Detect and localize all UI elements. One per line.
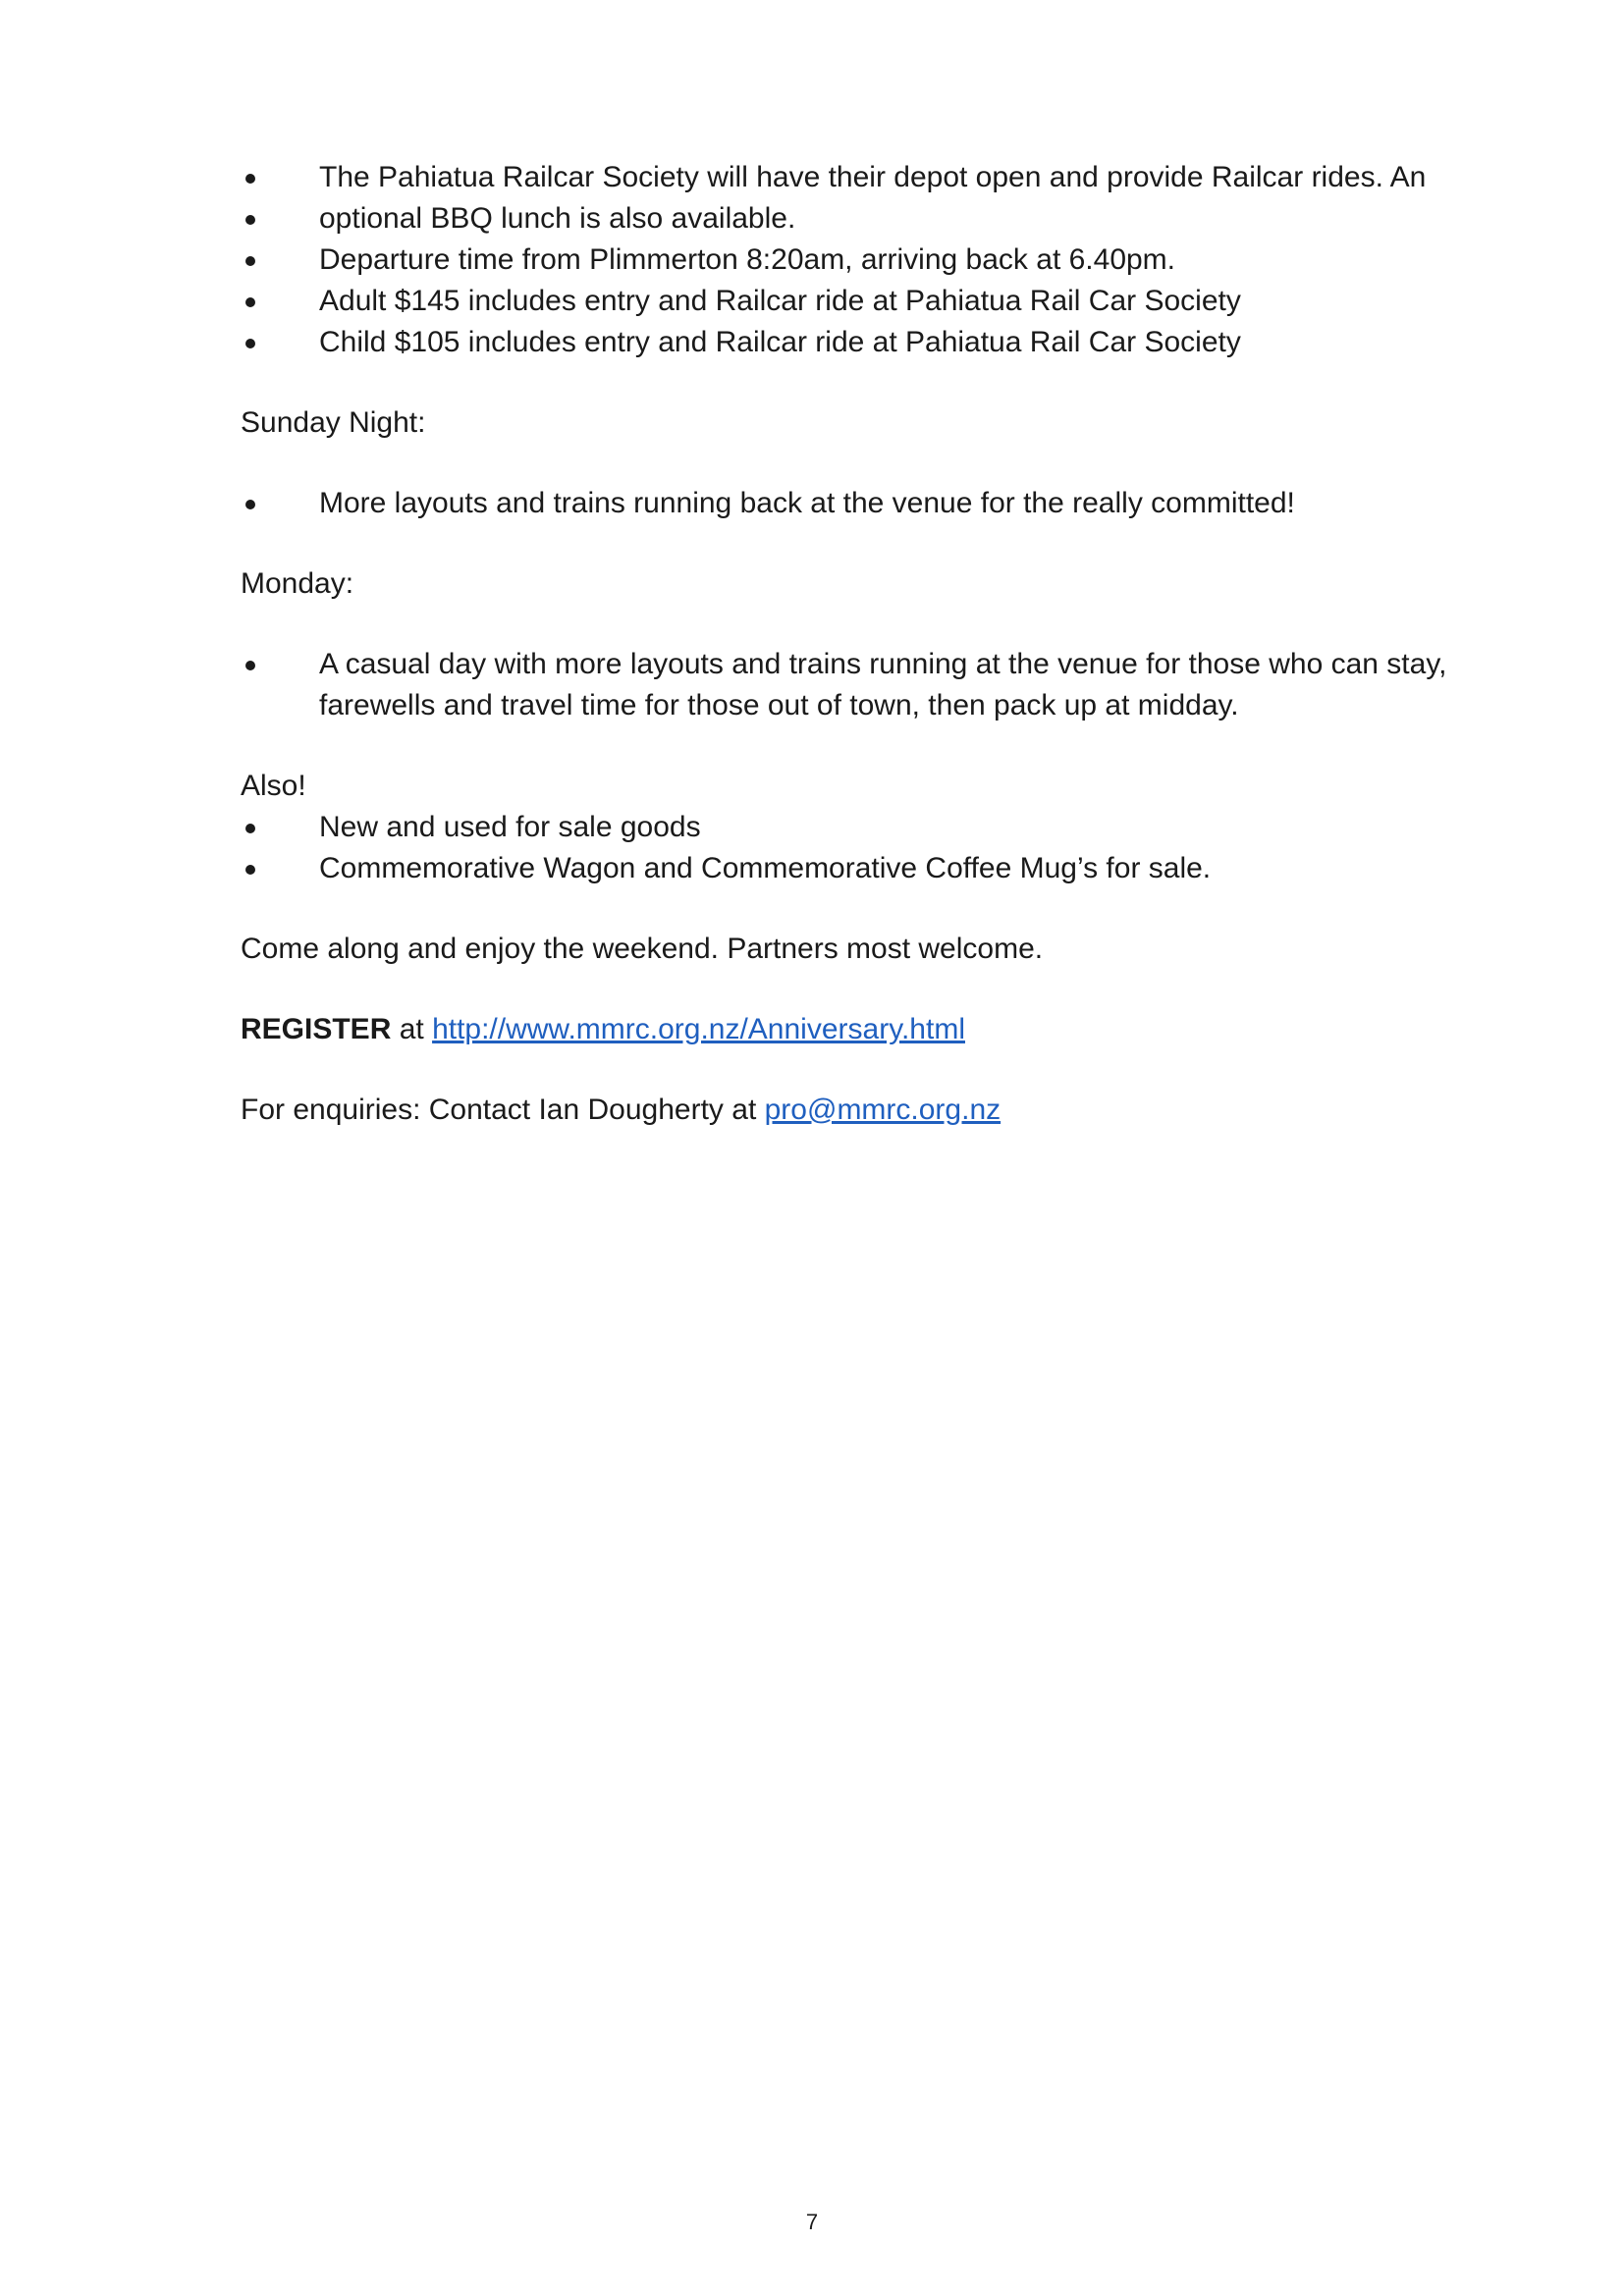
bullet-icon <box>245 661 255 670</box>
monday-heading: Monday: <box>241 567 354 600</box>
list-item: Child $105 includes entry and Railcar ride at Pahiatua Rail Car Society <box>241 322 1517 363</box>
bullet-icon <box>245 174 255 184</box>
bullet-icon <box>245 865 255 875</box>
closing-text: Come along and enjoy the weekend. Partners most welcome. <box>241 933 1044 965</box>
register-connector: at <box>391 1013 433 1045</box>
bullet-icon <box>245 824 255 833</box>
bullet-icon <box>245 339 255 348</box>
email-link[interactable]: pro@mmrc.org.nz <box>764 1094 1001 1126</box>
top-bullet-list <box>241 157 1517 363</box>
bullet-icon <box>245 297 255 307</box>
page-number: 7 <box>805 2210 819 2234</box>
document-content <box>241 157 1517 1131</box>
also-heading: Also! <box>241 770 306 802</box>
list-item: New and used for sale goods <box>241 807 1517 848</box>
sunday-heading: Sunday Night: <box>241 406 426 439</box>
list-item: Adult $145 includes entry and Railcar ride at Pahiatua Rail Car Society <box>241 281 1517 322</box>
bullet-icon <box>245 256 255 266</box>
register-line <box>241 1009 1517 1050</box>
register-link[interactable]: http://www.mmrc.org.nz/Anniversary.html <box>432 1013 965 1045</box>
sunday-bullet-list <box>241 483 1517 524</box>
enquiries-text: For enquiries: Contact Ian Dougherty at <box>241 1094 765 1126</box>
monday-bullet-list <box>241 644 1517 726</box>
also-bullet-list <box>241 807 1517 889</box>
register-label: REGISTER <box>241 1013 392 1045</box>
bullet-icon <box>245 500 255 509</box>
list-item: Commemorative Wagon and Commemorative Coffee Mug’s for sale. <box>241 848 1517 889</box>
list-item: Departure time from Plimmerton 8:20am, arriving back at 6.40pm. <box>241 240 1517 281</box>
list-item: The Pahiatua Railcar Society will have their depot open and provide Railcar rides. An <box>241 157 1517 198</box>
list-item: A casual day with more layouts and trains running at the venue for those who can stay, farewells and travel time for those out of town, then pack up at midday. <box>241 644 1517 726</box>
list-item: optional BBQ lunch is also available. <box>241 198 1517 240</box>
enquiries-line <box>241 1090 1517 1131</box>
list-item: More layouts and trains running back at the venue for the really committed! <box>241 483 1517 524</box>
bullet-icon <box>245 215 255 225</box>
